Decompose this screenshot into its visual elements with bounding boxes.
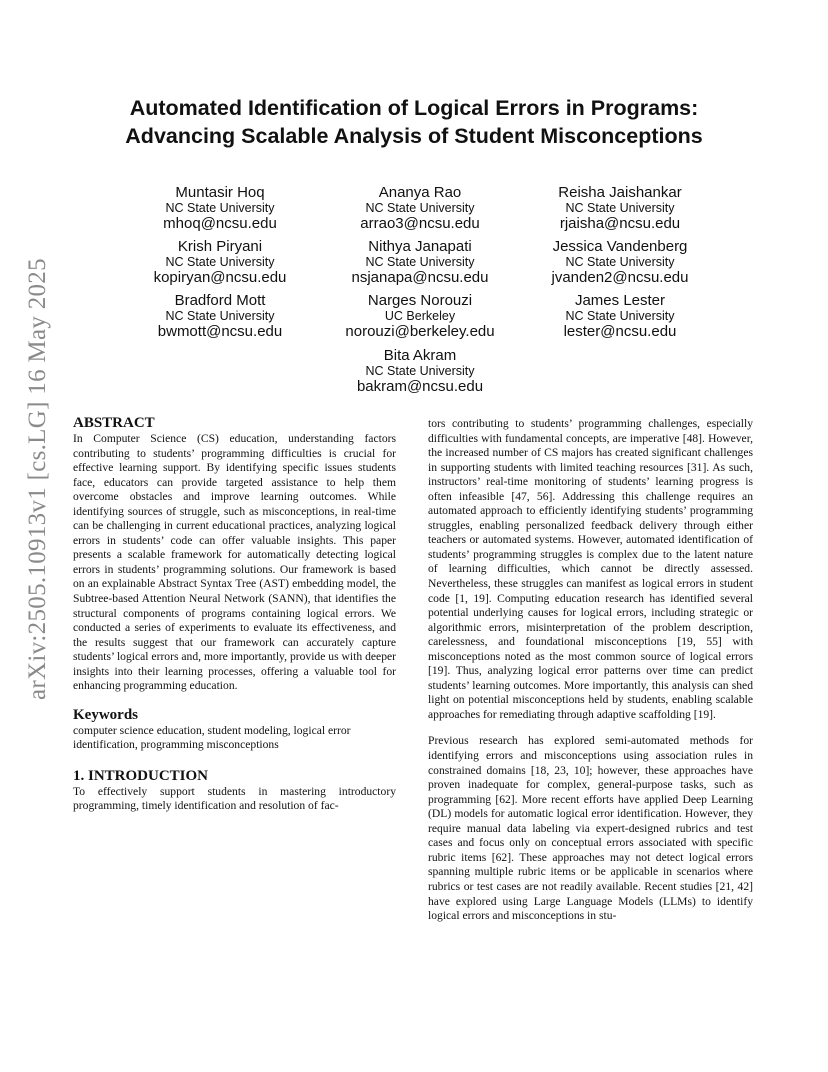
author-card [520, 184, 720, 232]
author-card [520, 292, 720, 340]
keywords-heading: Keywords [73, 706, 138, 723]
author-card [120, 238, 320, 286]
right-column [428, 417, 753, 924]
author-affiliation: NC State University [165, 201, 275, 215]
introduction-heading: 1. INTRODUCTION [73, 767, 209, 784]
author-card [520, 238, 720, 286]
author-email: nsjanapa@ncsu.edu [351, 269, 489, 286]
author-affiliation: NC State University [365, 364, 475, 378]
author-name: Bradford Mott [174, 292, 266, 309]
author-card [120, 184, 320, 232]
author-card [320, 238, 520, 286]
title-line-2: Advancing Scalable Analysis of Student Misconceptions [125, 124, 703, 148]
arxiv-identifier: arXiv:2505.10913v1 [cs.LG] 16 May 2025 [24, 258, 51, 700]
author-affiliation: NC State University [565, 255, 675, 269]
author-name: Nithya Janapati [368, 238, 472, 255]
author-affiliation: NC State University [565, 309, 675, 323]
keywords-text: computer science education, student modeling, logical error identification, programming misconceptions [73, 723, 351, 752]
author-affiliation: NC State University [565, 201, 675, 215]
author-affiliation: NC State University [165, 309, 275, 323]
author-affiliation: UC Berkeley [384, 309, 456, 323]
author-card [320, 347, 520, 395]
introduction-text-left: To effectively support students in mastering introductory programming, timely identification and resolution of fac- [73, 784, 396, 813]
author-email: norouzi@berkeley.edu [345, 323, 495, 340]
author-name: Jessica Vandenberg [552, 238, 688, 255]
author-name: Bita Akram [383, 347, 457, 364]
author-name: Ananya Rao [378, 184, 462, 201]
author-affiliation: NC State University [165, 255, 275, 269]
author-email: bakram@ncsu.edu [356, 378, 484, 395]
author-affiliation: NC State University [365, 255, 475, 269]
author-name: Reisha Jaishankar [558, 184, 682, 201]
author-card [320, 292, 520, 340]
author-card [320, 184, 520, 232]
title-line-1: Automated Identification of Logical Errors in Programs: [129, 96, 699, 120]
author-email: arrao3@ncsu.edu [360, 215, 480, 232]
author-name: Muntasir Hoq [175, 184, 265, 201]
left-column [73, 414, 396, 814]
author-email: lester@ncsu.edu [563, 323, 677, 340]
abstract-text: In Computer Science (CS) education, understanding factors contributing to students’ programming difficulties is crucial for effective learning support. By identifying specific issues students face, educators can provide targeted assistance to help them overcome obstacles and improve learning outcomes. While identifying sources of struggle, such as misconceptions, in real-time can be challenging in current educational practices, analyzing logical errors in students’ code can offer valuable insights. This paper presents a scalable framework for automatically detecting logical errors in students’ programming solutions. Our framework is based on an explainable Abstract Syntax Tree (AST) embedding model, the Subtree-based Attention Neural Network (SANN), that identifies the structural components of programs containing logical errors. We conducted a series of experiments to evaluate its effectiveness, and the results suggest that our framework can accurately capture students’ logical errors and, more importantly, provide us with deeper insights into their learning processes, offering a valuable tool for enhancing programming education. [73, 432, 396, 693]
author-email: jvanden2@ncsu.edu [551, 269, 689, 286]
introduction-paragraph-2: Previous research has explored semi-automated methods for identifying errors and misconceptions using association rules in constrained domains [18, 23, 10]; however, these approaches have proven inadequate for complex, general-purpose tasks, such as programming [62]. More recent efforts have applied Deep Learning (DL) models for automatic logical error identification. However, they require manual data labeling via expert-designed rubrics and test cases and focus only on conceptual errors associated with specific rubric items [62]. These approaches may not detect logical errors spanning multiple rubric items or be applicable in scenarios where rubrics or test cases are not readily available. Recent studies [21, 42] have explored using Large Language Models (LLMs) to identify logical errors and misconceptions in stu- [428, 734, 753, 923]
author-affiliation: NC State University [365, 201, 475, 215]
author-email: rjaisha@ncsu.edu [559, 215, 681, 232]
author-name: James Lester [574, 292, 666, 309]
author-email: mhoq@ncsu.edu [163, 215, 277, 232]
author-card [120, 292, 320, 340]
introduction-paragraph-1: tors contributing to students’ programming challenges, especially difficulties with fundamental concepts, are imperative [48]. However, the increased number of CS majors has created significant challenges in supporting students with limited teaching resources [31]. As such, instructors’ real-time monitoring of students’ learning progress is often infeasible [47, 56]. Addressing this challenge requires an automated approach to efficiently identifying students’ programming struggles, enabling personalized feedback delivery through either teachers or automated systems. However, automated identification of students’ programming struggles is complex due to the latent nature of learning difficulties, which cannot be directly assessed. Nevertheless, these struggles can manifest as logical errors in student code [1, 19]. Computing education research has identified several potential underlying causes for logical errors, including strategic or algorithmic errors, misinterpretation of the problem description, carelessness, and foundational misconceptions [19, 55] with misconceptions noted as the most common source of logical errors [19]. Thus, analyzing logical error patterns over time can predict students’ learning outcomes. More importantly, this analysis can shed light on potential misconceptions held by students, enabling scalable approaches for remediating through adaptive scaffolding [19]. [428, 417, 753, 721]
author-email: bwmott@ncsu.edu [157, 323, 283, 340]
author-name: Narges Norouzi [367, 292, 473, 309]
author-email: kopiryan@ncsu.edu [153, 269, 287, 286]
author-name: Krish Piryani [177, 238, 263, 255]
paper-title [60, 94, 768, 150]
abstract-heading: ABSTRACT [73, 415, 155, 431]
